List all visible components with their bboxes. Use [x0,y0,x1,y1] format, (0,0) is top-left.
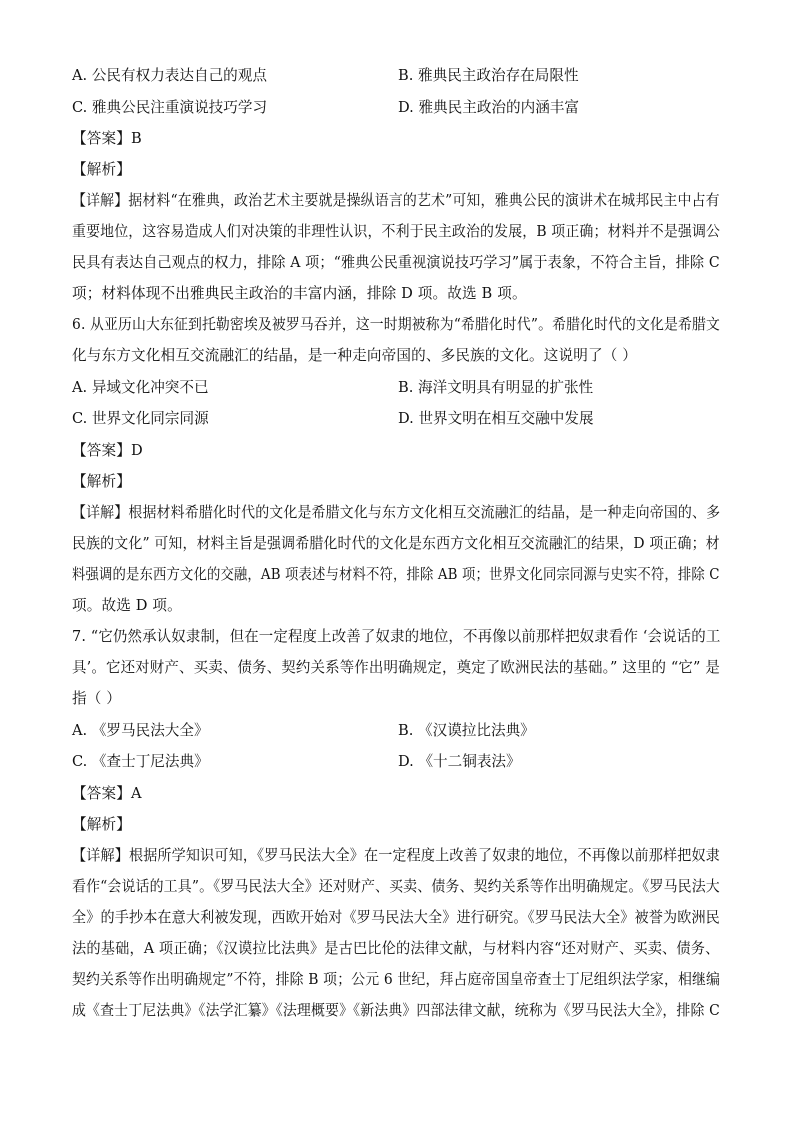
q6-option-a: A. 异域文化冲突不已 [72,379,209,396]
q6-stem-line: 化与东方文化相互交流融汇的结晶，是一种走向帝国的、多民族的文化。这说明了（ ） [72,347,638,364]
q7-analysis-heading: 【解析】 [72,816,131,833]
q7-detail-line: 看作“会说话的工具”。《罗马民法大全》还对财产、买卖、债务、契约关系等作出明确规定。《罗马民法大 [72,878,720,895]
q6-detail-line: 【详解】根据材料希腊化时代的文化是希腊文化与东方文化相互交流融汇的结晶，是一种走向帝国的、多 [72,504,721,521]
q6-detail-line: 项。故选 D 项。 [72,597,182,614]
q5-option-c: C. 雅典公民注重演说技巧学习 [72,99,268,116]
q6-analysis-heading: 【解析】 [72,473,131,490]
q5-detail-line: 民具有表达自己观点的权力，排除 A 项；“雅典公民重视演说技巧学习”属于表象，不符合主旨，排除 C [72,254,720,271]
q5-answer: 【答案】B [72,130,142,147]
q7-detail-line: 成《查士丁尼法典》《法学汇纂》《法理概要》《新法典》四部法律文献，统称为《罗马民法大全》，排除 C [72,1002,720,1019]
q7-option-b: B. 《汉谟拉比法典》 [398,722,535,739]
q6-answer: 【答案】D [72,442,143,459]
q6-detail-line: 民族的文化” 可知，材料主旨是强调希腊化时代的文化是东西方文化相互交流融汇的结果，D 项正确；材 [72,535,720,552]
q6-option-d: D. 世界文明在相互交融中发展 [398,410,594,427]
q5-option-b: B. 雅典民主政治存在局限性 [398,67,579,84]
q5-detail-line: 【详解】据材料“在雅典，政治艺术主要就是操纵语言的艺术”可知，雅典公民的演讲术在城邦民主中占有 [72,192,720,209]
q7-detail-line: 法的基础，A 项正确；《汉谟拉比法典》是古巴比伦的法律文献，与材料内容“还对财产、买卖、债务、 [72,940,720,957]
q5-detail-line: 项；材料体现不出雅典民主政治的丰富内涵，排除 D 项。故选 B 项。 [72,285,527,302]
q7-detail-line: 全》的手抄本在意大利被发现，西欧开始对《罗马民法大全》进行研究。《罗马民法大全》被誉为欧洲民 [72,909,720,926]
q5-analysis-heading: 【解析】 [72,161,131,178]
q5-detail-line: 重要地位，这容易造成人们对决策的非理性认识，不利于民主政治的发展，B 项正确；材料并不是强调公 [72,223,721,240]
q7-detail-line: 【详解】根据所学知识可知，《罗马民法大全》在一定程度上改善了奴隶的地位，不再像以前那样把奴隶 [72,847,720,864]
q7-detail-line: 契约关系等作出明确规定”不符，排除 B 项；公元 6 世纪，拜占庭帝国皇帝查士丁尼组织法学家，相继编 [72,971,721,988]
q6-detail-line: 料强调的是东西方文化的交融，AB 项表述与材料不符，排除 AB 项；世界文化同宗同源与史实不符，排除 C [72,566,720,583]
q7-option-d: D. 《十二铜表法》 [398,753,521,770]
q5-option-d: D. 雅典民主政治的内涵丰富 [398,99,579,116]
q7-answer: 【答案】A [72,785,142,802]
q6-stem-line: 6. 从亚历山大东征到托勒密埃及被罗马吞并，这一时期被称为“希腊化时代”。希腊化时代的文化是希腊文 [72,316,720,333]
q7-stem-line: 7. “它仍然承认奴隶制，但在一定程度上改善了奴隶的地位，不再像以前那样把奴隶看作 ‘会说话的工 [72,628,721,645]
q7-stem-line: 具’。它还对财产、买卖、债务、契约关系等作出明确规定，奠定了欧洲民法的基础。” 这里的 “它” 是 [72,659,720,676]
q6-option-c: C. 世界文化同宗同源 [72,410,209,427]
q6-option-b: B. 海洋文明具有明显的扩张性 [398,379,594,396]
q7-option-a: A. 《罗马民法大全》 [72,722,209,739]
q7-option-c: C. 《查士丁尼法典》 [72,753,209,770]
q7-stem-line: 指（ ） [72,690,122,707]
q5-option-a: A. 公民有权力表达自己的观点 [72,67,267,84]
